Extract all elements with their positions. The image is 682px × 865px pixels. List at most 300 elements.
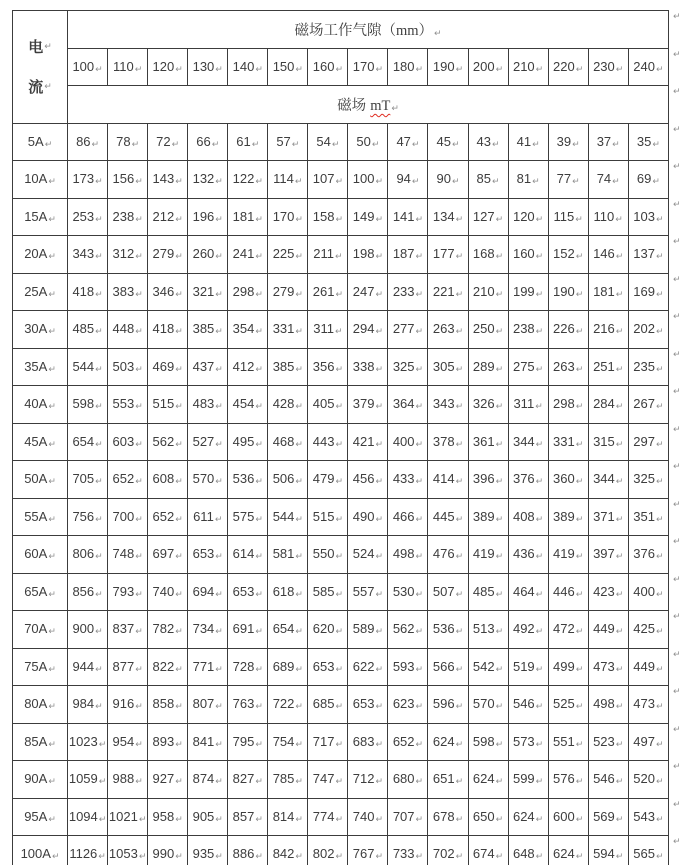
paragraph-mark-icon: ↵ <box>575 777 584 788</box>
paragraph-mark-icon: ↵ <box>291 139 300 150</box>
paragraph-mark-icon: ↵ <box>175 402 183 413</box>
paragraph-mark-icon: ↵ <box>95 64 103 75</box>
paragraph-mark-icon: ↵ <box>95 177 103 188</box>
value-cell: 181↵ <box>228 198 268 236</box>
paragraph-mark-icon: ↵ <box>415 289 424 300</box>
gap-header-cell: 140↵ <box>228 48 268 86</box>
value-cell: 802↵ <box>308 836 348 865</box>
paragraph-mark-icon: ↵ <box>331 139 340 150</box>
value-cell: 763↵ <box>228 686 268 724</box>
value-cell: 419↵ <box>468 536 508 574</box>
value-cell: 520↵ <box>628 761 668 799</box>
paragraph-mark-icon: ↵ <box>175 252 183 263</box>
value-cell: 127↵ <box>468 198 508 236</box>
paragraph-mark-icon: ↵ <box>495 364 504 375</box>
current-cell: 90A↵ <box>13 761 68 799</box>
paragraph-mark-icon: ↵ <box>375 64 384 75</box>
paragraph-mark-icon: ↵ <box>44 41 52 52</box>
paragraph-mark-icon: ↵ <box>175 777 183 788</box>
row-end-mark-icon: ↵ <box>673 50 681 60</box>
value-cell: 492↵ <box>508 611 548 649</box>
value-cell: 284↵ <box>588 386 628 424</box>
value-cell: 37↵ <box>588 123 628 161</box>
value-cell: 599↵ <box>508 761 548 799</box>
paragraph-mark-icon: ↵ <box>48 289 56 300</box>
paragraph-mark-icon: ↵ <box>415 552 424 563</box>
value-cell: 260↵ <box>188 236 228 274</box>
paragraph-mark-icon: ↵ <box>255 439 263 450</box>
value-cell: 35↵ <box>628 123 668 161</box>
paragraph-mark-icon: ↵ <box>535 477 544 488</box>
paragraph-mark-icon: ↵ <box>535 814 544 825</box>
value-cell: 734↵ <box>188 611 228 649</box>
paragraph-mark-icon: ↵ <box>255 327 263 338</box>
value-cell: 473↵ <box>588 648 628 686</box>
paragraph-mark-icon: ↵ <box>455 739 464 750</box>
value-cell: 466↵ <box>388 498 428 536</box>
value-cell: 81↵ <box>508 161 548 199</box>
paragraph-mark-icon: ↵ <box>434 28 442 39</box>
value-cell: 683↵ <box>348 723 388 761</box>
value-cell: 168↵ <box>468 236 508 274</box>
value-cell: 546↵ <box>588 761 628 799</box>
value-cell: 134↵ <box>428 198 468 236</box>
paragraph-mark-icon: ↵ <box>215 289 223 300</box>
value-cell: 990↵ <box>148 836 188 865</box>
value-cell: 893↵ <box>148 723 188 761</box>
value-cell: 241↵ <box>228 236 268 274</box>
value-cell: 651↵ <box>428 761 468 799</box>
paragraph-mark-icon: ↵ <box>535 364 544 375</box>
value-cell: 858↵ <box>148 686 188 724</box>
paragraph-mark-icon: ↵ <box>415 589 424 600</box>
paragraph-mark-icon: ↵ <box>375 177 384 188</box>
paragraph-mark-icon: ↵ <box>48 439 56 450</box>
table-row <box>13 311 669 349</box>
paragraph-mark-icon: ↵ <box>135 514 143 525</box>
paragraph-mark-icon: ↵ <box>175 177 183 188</box>
value-cell: 443↵ <box>308 423 348 461</box>
paragraph-mark-icon: ↵ <box>455 327 464 338</box>
paragraph-mark-icon: ↵ <box>415 739 424 750</box>
value-cell: 216↵ <box>588 311 628 349</box>
value-cell: 1059↵ <box>68 761 108 799</box>
value-cell: 562↵ <box>388 611 428 649</box>
paragraph-mark-icon: ↵ <box>615 664 624 675</box>
paragraph-mark-icon: ↵ <box>535 852 544 863</box>
value-cell: 425↵ <box>628 611 668 649</box>
current-cell: 60A↵ <box>13 536 68 574</box>
value-cell: 454↵ <box>228 386 268 424</box>
value-cell: 653↵ <box>308 648 348 686</box>
value-cell: 551↵ <box>548 723 588 761</box>
value-cell: 748↵ <box>108 536 148 574</box>
value-cell: 557↵ <box>348 573 388 611</box>
paragraph-mark-icon: ↵ <box>655 64 664 75</box>
value-cell: 1023↵ <box>68 723 108 761</box>
value-cell: 569↵ <box>588 798 628 836</box>
paragraph-mark-icon: ↵ <box>295 439 303 450</box>
paragraph-mark-icon: ↵ <box>535 627 544 638</box>
value-cell: 1053↵ <box>108 836 148 865</box>
value-cell: 297↵ <box>628 423 668 461</box>
value-cell: 527↵ <box>188 423 228 461</box>
paragraph-mark-icon: ↵ <box>95 477 103 488</box>
value-cell: 575↵ <box>228 498 268 536</box>
paragraph-mark-icon: ↵ <box>572 139 580 150</box>
value-cell: 247↵ <box>348 273 388 311</box>
paragraph-mark-icon: ↵ <box>375 402 384 413</box>
value-cell: 771↵ <box>188 648 228 686</box>
gap-header-cell: 130↵ <box>188 48 228 86</box>
value-cell: 479↵ <box>308 461 348 499</box>
value-cell: 143↵ <box>148 161 188 199</box>
paragraph-mark-icon: ↵ <box>495 514 504 525</box>
paragraph-mark-icon: ↵ <box>135 739 143 750</box>
paragraph-mark-icon: ↵ <box>175 214 183 225</box>
table-row <box>13 198 669 236</box>
paragraph-mark-icon: ↵ <box>255 477 263 488</box>
paragraph-mark-icon: ↵ <box>211 139 220 150</box>
table-row <box>13 611 669 649</box>
value-cell: 103↵ <box>628 198 668 236</box>
paragraph-mark-icon: ↵ <box>175 664 183 675</box>
value-cell: 490↵ <box>348 498 388 536</box>
value-cell: 389↵ <box>468 498 508 536</box>
paragraph-mark-icon: ↵ <box>615 402 624 413</box>
value-cell: 565↵ <box>628 836 668 865</box>
row-end-mark-icon: ↵ <box>673 125 681 135</box>
paragraph-mark-icon: ↵ <box>655 214 664 225</box>
paragraph-mark-icon: ↵ <box>655 702 664 713</box>
current-cell: 95A↵ <box>13 798 68 836</box>
value-cell: 419↵ <box>548 536 588 574</box>
value-cell: 289↵ <box>468 348 508 386</box>
value-cell: 238↵ <box>108 198 148 236</box>
current-cell: 40A↵ <box>13 386 68 424</box>
paragraph-mark-icon: ↵ <box>335 814 343 825</box>
value-cell: 754↵ <box>268 723 308 761</box>
value-cell: 988↵ <box>108 761 148 799</box>
paragraph-mark-icon: ↵ <box>95 514 103 525</box>
value-cell: 437↵ <box>188 348 228 386</box>
paragraph-mark-icon: ↵ <box>335 439 343 450</box>
paragraph-mark-icon: ↵ <box>575 439 584 450</box>
value-cell: 190↵ <box>548 273 588 311</box>
value-cell: 782↵ <box>148 611 188 649</box>
value-cell: 400↵ <box>388 423 428 461</box>
paragraph-mark-icon: ↵ <box>615 214 623 225</box>
gap-header-cell: 220↵ <box>548 48 588 86</box>
paragraph-mark-icon: ↵ <box>655 252 664 263</box>
value-cell: 187↵ <box>388 236 428 274</box>
paragraph-mark-icon: ↵ <box>655 477 664 488</box>
table-row <box>13 723 669 761</box>
value-cell: 624↵ <box>508 798 548 836</box>
paragraph-mark-icon: ↵ <box>175 364 183 375</box>
value-cell: 433↵ <box>388 461 428 499</box>
paragraph-mark-icon: ↵ <box>615 814 624 825</box>
value-cell: 1021↵ <box>108 798 148 836</box>
gap-header-cell: 120↵ <box>148 48 188 86</box>
value-cell: 576↵ <box>548 761 588 799</box>
paragraph-mark-icon: ↵ <box>495 777 504 788</box>
paragraph-mark-icon: ↵ <box>495 627 504 638</box>
value-cell: 400↵ <box>628 573 668 611</box>
value-cell: 311↵ <box>308 311 348 349</box>
value-cell: 740↵ <box>148 573 188 611</box>
value-cell: 837↵ <box>108 611 148 649</box>
paragraph-mark-icon: ↵ <box>575 477 584 488</box>
paragraph-mark-icon: ↵ <box>375 477 384 488</box>
value-cell: 378↵ <box>428 423 468 461</box>
row-end-mark-icon: ↵ <box>673 12 681 22</box>
value-cell: 785↵ <box>268 761 308 799</box>
paragraph-mark-icon: ↵ <box>255 664 263 675</box>
row-end-mark-icon: ↵ <box>673 537 681 547</box>
value-cell: 685↵ <box>308 686 348 724</box>
paragraph-mark-icon: ↵ <box>575 64 584 75</box>
value-cell: 77↵ <box>548 161 588 199</box>
paragraph-mark-icon: ↵ <box>215 477 223 488</box>
paragraph-mark-icon: ↵ <box>255 589 263 600</box>
paragraph-mark-icon: ↵ <box>535 702 544 713</box>
row-end-mark-icon: ↵ <box>673 275 681 285</box>
value-cell: 691↵ <box>228 611 268 649</box>
row-end-mark-icon: ↵ <box>673 837 681 847</box>
paragraph-mark-icon: ↵ <box>334 327 343 338</box>
paragraph-mark-icon: ↵ <box>135 327 143 338</box>
value-cell: 648↵ <box>508 836 548 865</box>
value-cell: 944↵ <box>68 648 108 686</box>
paragraph-mark-icon: ↵ <box>95 214 103 225</box>
value-cell: 523↵ <box>588 723 628 761</box>
value-cell: 449↵ <box>628 648 668 686</box>
table-row <box>13 161 669 199</box>
paragraph-mark-icon: ↵ <box>175 739 183 750</box>
value-cell: 546↵ <box>508 686 548 724</box>
paragraph-mark-icon: ↵ <box>215 402 223 413</box>
value-cell: 100↵ <box>348 161 388 199</box>
paragraph-mark-icon: ↵ <box>48 589 56 600</box>
paragraph-mark-icon: ↵ <box>375 664 384 675</box>
value-cell: 722↵ <box>268 686 308 724</box>
value-cell: 251↵ <box>588 348 628 386</box>
paragraph-mark-icon: ↵ <box>415 514 424 525</box>
value-cell: 469↵ <box>148 348 188 386</box>
paragraph-mark-icon: ↵ <box>175 589 183 600</box>
row-end-mark-icon: ↵ <box>673 800 681 810</box>
paragraph-mark-icon: ↵ <box>295 252 303 263</box>
paragraph-mark-icon: ↵ <box>391 103 399 114</box>
paragraph-mark-icon: ↵ <box>455 589 464 600</box>
current-cell: 80A↵ <box>13 686 68 724</box>
value-cell: 524↵ <box>348 536 388 574</box>
paragraph-mark-icon: ↵ <box>415 477 424 488</box>
paragraph-mark-icon: ↵ <box>495 214 504 225</box>
value-cell: 476↵ <box>428 536 468 574</box>
paragraph-mark-icon: ↵ <box>335 739 343 750</box>
row-end-mark-icon: ↵ <box>673 725 681 735</box>
value-cell: 211↵ <box>308 236 348 274</box>
paragraph-mark-icon: ↵ <box>335 627 343 638</box>
value-cell: 596↵ <box>428 686 468 724</box>
row-end-mark-icon: ↵ <box>673 200 681 210</box>
paragraph-mark-icon: ↵ <box>455 64 464 75</box>
value-cell: 351↵ <box>628 498 668 536</box>
paragraph-mark-icon: ↵ <box>215 364 223 375</box>
paragraph-mark-icon: ↵ <box>255 814 263 825</box>
gap-header-cell: 180↵ <box>388 48 428 86</box>
paragraph-mark-icon: ↵ <box>532 139 540 150</box>
value-cell: 653↵ <box>228 573 268 611</box>
paragraph-mark-icon: ↵ <box>295 552 303 563</box>
value-cell: 74↵ <box>588 161 628 199</box>
paragraph-mark-icon: ↵ <box>215 327 223 338</box>
paragraph-mark-icon: ↵ <box>375 514 384 525</box>
value-cell: 620↵ <box>308 611 348 649</box>
paragraph-mark-icon: ↵ <box>175 477 183 488</box>
row-end-mark-icon: ↵ <box>673 687 681 697</box>
paragraph-mark-icon: ↵ <box>655 627 664 638</box>
table-row <box>13 423 669 461</box>
value-cell: 774↵ <box>308 798 348 836</box>
paragraph-mark-icon: ↵ <box>655 364 664 375</box>
paragraph-mark-icon: ↵ <box>455 777 464 788</box>
paragraph-mark-icon: ↵ <box>455 252 464 263</box>
paragraph-mark-icon: ↵ <box>451 177 460 188</box>
paragraph-mark-icon: ↵ <box>455 814 464 825</box>
value-cell: 326↵ <box>468 386 508 424</box>
paragraph-mark-icon: ↵ <box>335 364 343 375</box>
paragraph-mark-icon: ↵ <box>652 177 660 188</box>
paragraph-mark-icon: ↵ <box>411 139 420 150</box>
paragraph-mark-icon: ↵ <box>375 589 384 600</box>
paragraph-mark-icon: ↵ <box>371 139 380 150</box>
value-cell: 263↵ <box>548 348 588 386</box>
value-cell: 519↵ <box>508 648 548 686</box>
paragraph-mark-icon: ↵ <box>415 402 424 413</box>
paragraph-mark-icon: ↵ <box>48 814 56 825</box>
value-cell: 371↵ <box>588 498 628 536</box>
paragraph-mark-icon: ↵ <box>615 439 624 450</box>
paragraph-mark-icon: ↵ <box>575 852 584 863</box>
row-end-mark-icon: ↵ <box>673 162 681 172</box>
paragraph-mark-icon: ↵ <box>335 177 343 188</box>
row-end-mark-icon: ↵ <box>673 612 681 622</box>
paragraph-mark-icon: ↵ <box>255 702 263 713</box>
value-cell: 331↵ <box>548 423 588 461</box>
table-row <box>13 498 669 536</box>
value-cell: 315↵ <box>588 423 628 461</box>
value-cell: 767↵ <box>348 836 388 865</box>
value-cell: 45↵ <box>428 123 468 161</box>
value-cell: 412↵ <box>228 348 268 386</box>
paragraph-mark-icon: ↵ <box>175 439 183 450</box>
value-cell: 78↵ <box>108 123 148 161</box>
paragraph-mark-icon: ↵ <box>335 514 343 525</box>
table-row <box>13 761 669 799</box>
paragraph-mark-icon: ↵ <box>495 552 504 563</box>
magnetic-field-table <box>12 10 669 865</box>
value-cell: 485↵ <box>468 573 508 611</box>
table-row <box>13 536 669 574</box>
paragraph-mark-icon: ↵ <box>655 589 664 600</box>
paragraph-mark-icon: ↵ <box>138 852 147 863</box>
value-cell: 137↵ <box>628 236 668 274</box>
paragraph-mark-icon: ↵ <box>615 852 624 863</box>
paragraph-mark-icon: ↵ <box>255 777 263 788</box>
paragraph-mark-icon: ↵ <box>495 289 504 300</box>
value-cell: 261↵ <box>308 273 348 311</box>
value-cell: 623↵ <box>388 686 428 724</box>
paragraph-mark-icon: ↵ <box>495 664 504 675</box>
paragraph-mark-icon: ↵ <box>171 139 180 150</box>
paragraph-mark-icon: ↵ <box>535 214 544 225</box>
value-cell: 343↵ <box>428 386 468 424</box>
table-row <box>13 836 669 865</box>
paragraph-mark-icon: ↵ <box>48 252 56 263</box>
value-cell: 877↵ <box>108 648 148 686</box>
paragraph-mark-icon: ↵ <box>455 439 464 450</box>
paragraph-mark-icon: ↵ <box>135 364 143 375</box>
paragraph-mark-icon: ↵ <box>455 289 464 300</box>
paragraph-mark-icon: ↵ <box>495 477 504 488</box>
paragraph-mark-icon: ↵ <box>135 664 143 675</box>
value-cell: 553↵ <box>108 386 148 424</box>
paragraph-mark-icon: ↵ <box>655 552 664 563</box>
paragraph-mark-icon: ↵ <box>175 702 183 713</box>
value-cell: 935↵ <box>188 836 228 865</box>
paragraph-mark-icon: ↵ <box>535 439 544 450</box>
gap-header-cell: 170↵ <box>348 48 388 86</box>
value-cell: 160↵ <box>508 236 548 274</box>
value-cell: 199↵ <box>508 273 548 311</box>
paragraph-mark-icon: ↵ <box>612 177 620 188</box>
paragraph-mark-icon: ↵ <box>295 777 303 788</box>
value-cell: 198↵ <box>348 236 388 274</box>
value-cell: 421↵ <box>348 423 388 461</box>
paragraph-mark-icon: ↵ <box>95 702 103 713</box>
value-cell: 624↵ <box>428 723 468 761</box>
unit-prefix-text: 磁场 <box>337 97 367 114</box>
value-cell: 85↵ <box>468 161 508 199</box>
paragraph-mark-icon: ↵ <box>135 552 143 563</box>
paragraph-mark-icon: ↵ <box>215 439 223 450</box>
value-cell: 603↵ <box>108 423 148 461</box>
value-cell: 170↵ <box>268 198 308 236</box>
value-cell: 405↵ <box>308 386 348 424</box>
paragraph-mark-icon: ↵ <box>375 439 384 450</box>
current-cell: 10A↵ <box>13 161 68 199</box>
value-cell: 181↵ <box>588 273 628 311</box>
paragraph-mark-icon: ↵ <box>295 739 303 750</box>
value-cell: 652↵ <box>388 723 428 761</box>
current-cell: 50A↵ <box>13 461 68 499</box>
value-cell: 397↵ <box>588 536 628 574</box>
paragraph-mark-icon: ↵ <box>135 252 143 263</box>
paragraph-mark-icon: ↵ <box>255 289 263 300</box>
paragraph-mark-icon: ↵ <box>48 702 56 713</box>
paragraph-mark-icon: ↵ <box>135 702 143 713</box>
paragraph-mark-icon: ↵ <box>215 702 223 713</box>
value-cell: 927↵ <box>148 761 188 799</box>
paragraph-mark-icon: ↵ <box>95 439 103 450</box>
paragraph-mark-icon: ↵ <box>415 777 424 788</box>
value-cell: 149↵ <box>348 198 388 236</box>
paragraph-mark-icon: ↵ <box>455 702 464 713</box>
paragraph-mark-icon: ↵ <box>335 702 343 713</box>
